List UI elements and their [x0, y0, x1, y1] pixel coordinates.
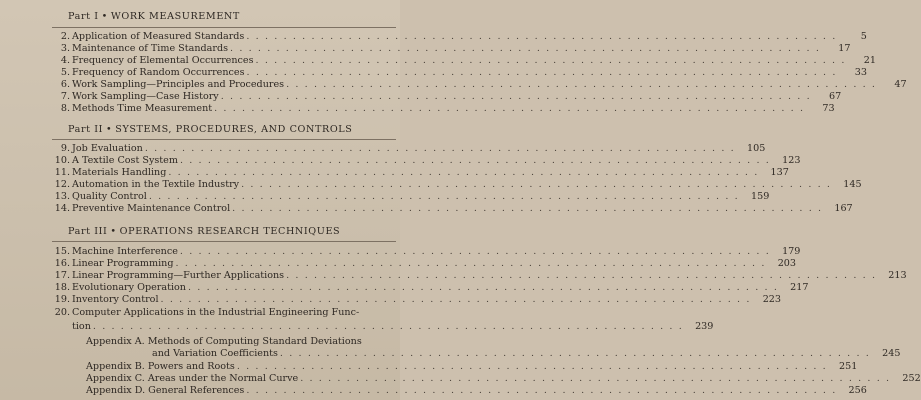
entry-title: Linear Programming—Further Applications [72, 270, 285, 281]
dot-leader: . . . . . . . . . . . . . . . . . . . . . . . . . . . . . . . . . . . . . . . . . . . . . . . . . . . . . . . . . . . . . . . . [168, 167, 759, 178]
dot-leader: . . . . . . . . . . . . . . . . . . . . . . . . . . . . . . . . . . . . . . . . . . . . . . . . . . . . . . . . . . . . . . . . [92, 321, 684, 332]
toc-entry [0, 55, 877, 67]
entry-page: 33 [854, 67, 868, 78]
dot-leader: . . . . . . . . . . . . . . . . . . . . . . . . . . . . . . . . . . . . . . . . . . . . . . . . . . . . . . . . . . . . . . . . [279, 348, 871, 359]
entry-title-line1: Computer Applications in the Industrial Engineering Func- [72, 307, 360, 318]
entry-page: 203 [777, 258, 796, 269]
entry-number: 5. [60, 67, 70, 78]
entry-title: Application of Measured Standards [72, 31, 245, 42]
entry-number: 16. [54, 258, 70, 269]
entry-number: 14. [54, 203, 70, 214]
part-label: Part II [68, 124, 104, 135]
entry-title: Automation in the Textile Industry [72, 179, 240, 190]
entry-page: 167 [834, 203, 853, 214]
entry-number: 3. [60, 43, 70, 54]
toc-entry [0, 203, 853, 215]
part-separator: • [110, 226, 117, 237]
dot-leader: . . . . . . . . . . . . . . . . . . . . . . . . . . . . . . . . . . . . . . . . . . . . . . . . . . . . . . . . . . . . . . . . [286, 270, 877, 281]
entry-title: Evolutionary Operation [72, 282, 186, 293]
entry-title: Frequency of Random Occurrences [72, 67, 245, 78]
toc-entry-long [0, 307, 400, 319]
dot-leader: . . . . . . . . . . . . . . . . . . . . . . . . . . . . . . . . . . . . . . . . . . . . . . . . . . . . . . . . . . . . . . . . [236, 361, 828, 372]
entry-title: Linear Programming [72, 258, 174, 269]
dot-leader: . . . . . . . . . . . . . . . . . . . . . . . . . . . . . . . . . . . . . . . . . . . . . . . . . . . . . . . . . . . . . . . . [214, 103, 805, 114]
entry-title: Maintenance of Time Standards [72, 43, 229, 54]
entry-number: 15. [54, 246, 70, 257]
entry-page: 217 [790, 282, 809, 293]
entry-page: 159 [751, 191, 770, 202]
entry-number: 7. [60, 91, 70, 102]
entry-title: Quality Control [72, 191, 147, 202]
dot-leader: . . . . . . . . . . . . . . . . . . . . . . . . . . . . . . . . . . . . . . . . . . . . . . . . . . . . . . . . . . . . . . . . [246, 385, 837, 396]
entry-title: A Textile Cost System [72, 155, 178, 166]
dot-leader: . . . . . . . . . . . . . . . . . . . . . . . . . . . . . . . . . . . . . . . . . . . . . . . . . . . . . . . . . . . . . . . . [144, 143, 736, 154]
part-label: Part I [68, 11, 99, 22]
entry-title: Frequency of Elemental Occurrences [72, 55, 254, 66]
entry-number: 9. [60, 143, 70, 154]
dot-leader: . . . . . . . . . . . . . . . . . . . . . . . . . . . . . . . . . . . . . . . . . . . . . . . . . . . . . . . . . . . . . . . . [179, 246, 771, 257]
toc-entry [0, 31, 867, 43]
toc-entry [0, 179, 862, 191]
dot-leader: . . . . . . . . . . . . . . . . . . . . . . . . . . . . . . . . . . . . . . . . . . . . . . . . . . . . . . . . . . . . . . . . [246, 67, 838, 78]
entry-page: 223 [762, 294, 782, 305]
part-heading-1 [68, 11, 388, 22]
entry-page: 252 [902, 373, 921, 384]
part-separator: • [106, 124, 113, 135]
entry-title-line2: tion [72, 321, 91, 332]
entry-title: Work Sampling—Principles and Procedures [72, 79, 285, 90]
entry-number: 18. [54, 282, 70, 293]
entry-title: Methods Time Measurement [72, 103, 213, 114]
entry-number: 10. [54, 155, 70, 166]
entry-number: 20. [54, 307, 70, 318]
entry-page: 213 [888, 270, 907, 281]
entry-page: 5 [860, 31, 867, 42]
toc-entry [0, 258, 796, 270]
appendix-title: Appendix D. General References [86, 385, 245, 396]
entry-page: 17 [838, 43, 851, 54]
entry-number: 6. [60, 79, 70, 90]
entry-number: 19. [54, 294, 70, 305]
toc-entry [0, 155, 801, 167]
dot-leader: . . . . . . . . . . . . . . . . . . . . . . . . . . . . . . . . . . . . . . . . . . . . . . . . . . . . . . . . . . . . . . . . [230, 43, 821, 54]
dot-leader: . . . . . . . . . . . . . . . . . . . . . . . . . . . . . . . . . . . . . . . . . . . . . . . . . . . . . . . . . . . . . . . . [220, 91, 812, 102]
entry-title: Preventive Maintenance Control [72, 203, 231, 214]
part-heading-2 [68, 124, 388, 135]
entry-number: 13. [54, 191, 70, 202]
dot-leader: . . . . . . . . . . . . . . . . . . . . . . . . . . . . . . . . . . . . . . . . . . . . . . . . . . . . . . . . . . . . . . . . [300, 373, 891, 384]
toc-entry [0, 143, 766, 155]
entry-page: 47 [894, 79, 907, 90]
toc-entry [0, 91, 842, 103]
divider [52, 139, 396, 140]
part-label: Part III [68, 226, 108, 237]
entry-number: 8. [60, 103, 70, 114]
dot-leader: . . . . . . . . . . . . . . . . . . . . . . . . . . . . . . . . . . . . . . . . . . . . . . . . . . . . . . . . . . . . . . . . [286, 79, 877, 90]
part-separator: • [101, 11, 108, 22]
toc-entry [0, 67, 868, 79]
entry-number: 11. [54, 167, 70, 178]
entry-page: 123 [782, 155, 801, 166]
entry-page: 251 [839, 361, 858, 372]
divider [52, 27, 396, 28]
entry-page: 67 [829, 91, 842, 102]
entry-title: Materials Handling [72, 167, 167, 178]
toc-entry [0, 43, 851, 55]
entry-title: Inventory Control [72, 294, 159, 305]
entry-page: 145 [843, 179, 862, 190]
entry-page: 256 [848, 385, 867, 396]
entry-page: 179 [782, 246, 801, 257]
entry-page: 239 [695, 321, 714, 332]
entry-number: 2. [60, 31, 70, 42]
appendix-title-line2: and Variation Coefficients [152, 348, 278, 359]
entry-title: Machine Interference [72, 246, 178, 257]
toc-entry [0, 246, 801, 258]
dot-leader: . . . . . . . . . . . . . . . . . . . . . . . . . . . . . . . . . . . . . . . . . . . . . . . . . . . . . . . . . . . . . . . . [241, 179, 832, 190]
entry-title: Work Sampling—Case History [72, 91, 219, 102]
dot-leader: . . . . . . . . . . . . . . . . . . . . . . . . . . . . . . . . . . . . . . . . . . . . . . . . . . . . . . . . . . . . . . . . [148, 191, 740, 202]
toc-entry [0, 294, 782, 306]
dot-leader: . . . . . . . . . . . . . . . . . . . . . . . . . . . . . . . . . . . . . . . . . . . . . . . . . . . . . . . . . . . . . . . . [175, 258, 766, 269]
dot-leader: . . . . . . . . . . . . . . . . . . . . . . . . . . . . . . . . . . . . . . . . . . . . . . . . . . . . . . . . . . . . . . . . [255, 55, 847, 66]
entry-page: 137 [770, 167, 789, 178]
toc-entry [0, 191, 770, 203]
appendix-title: Appendix B. Powers and Roots [86, 361, 235, 372]
dot-leader: . . . . . . . . . . . . . . . . . . . . . . . . . . . . . . . . . . . . . . . . . . . . . . . . . . . . . . . . . . . . . . . . [160, 294, 752, 305]
entry-number: 12. [54, 179, 70, 190]
divider [52, 241, 396, 242]
toc-entry [0, 103, 835, 115]
dot-leader: . . . . . . . . . . . . . . . . . . . . . . . . . . . . . . . . . . . . . . . . . . . . . . . . . . . . . . . . . . . . . . . . [187, 282, 779, 293]
entry-page: 105 [747, 143, 766, 154]
part-title: OPERATIONS RESEARCH TECHNIQUES [119, 226, 341, 237]
entry-page: 73 [822, 103, 835, 114]
entry-number: 4. [60, 55, 70, 66]
appendix-title: Appendix C. Areas under the Normal Curve [86, 373, 299, 384]
dot-leader: . . . . . . . . . . . . . . . . . . . . . . . . . . . . . . . . . . . . . . . . . . . . . . . . . . . . . . . . . . . . . . . . [246, 31, 837, 42]
part-title: SYSTEMS, PROCEDURES, AND CONTROLS [115, 124, 353, 135]
entry-title: Job Evaluation [72, 143, 143, 154]
toc-entry [0, 79, 907, 91]
part-heading-3 [68, 226, 388, 237]
entry-number: 17. [54, 270, 70, 281]
toc-entry [0, 270, 907, 282]
appendix-title-line1: Appendix A. Methods of Computing Standard Deviations [86, 336, 362, 347]
dot-leader: . . . . . . . . . . . . . . . . . . . . . . . . . . . . . . . . . . . . . . . . . . . . . . . . . . . . . . . . . . . . . . . . [179, 155, 771, 166]
entry-page: 245 [882, 348, 901, 359]
part-title: WORK MEASUREMENT [110, 11, 240, 22]
toc-entry [0, 167, 789, 179]
dot-leader: . . . . . . . . . . . . . . . . . . . . . . . . . . . . . . . . . . . . . . . . . . . . . . . . . . . . . . . . . . . . . . . . [232, 203, 823, 214]
entry-page: 21 [863, 55, 877, 66]
toc-entry [0, 282, 809, 294]
